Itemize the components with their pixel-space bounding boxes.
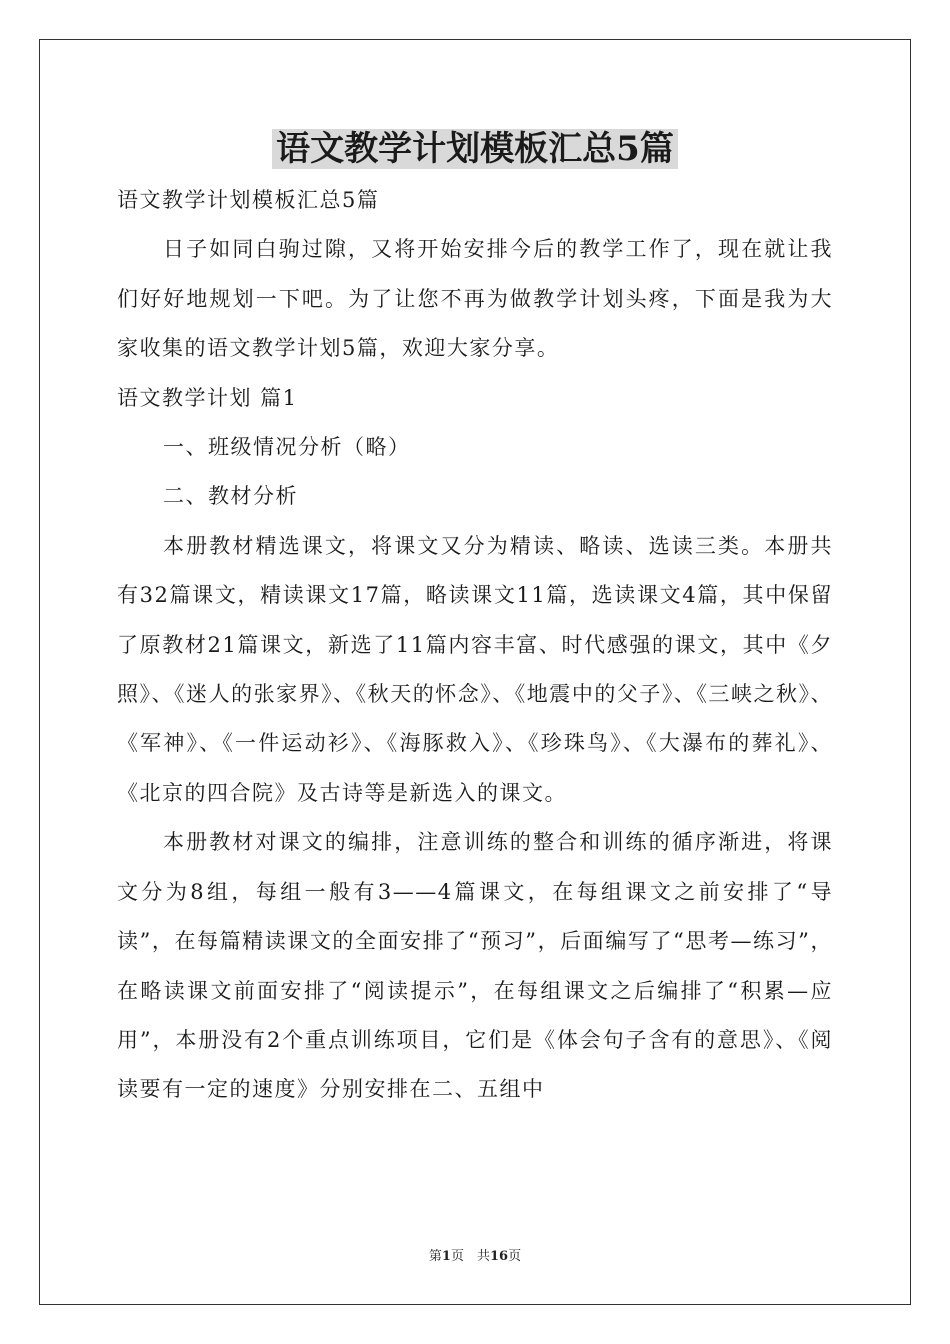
document-body <box>117 176 833 1115</box>
page-footer <box>0 1245 950 1264</box>
page-total-number: 16 <box>489 1249 509 1264</box>
paragraph-textbook-arrangement: 本册教材对课文的编排，注意训练的整合和训练的循序渐进，将课文分为8组，每组一般有3——4篇课文，在每组课文之前安排了“导读”，在每篇精读课文的全面安排了“预习”，后面编写了“思考—练习”，在略读课文前面安排了“阅读提示”，在每组课文之后编排了“积累—应用”，本册没有2个重点训练项目，它们是《体会句子含有的意思》、《阅读要有一定的速度》分别安排在二、五组中 <box>117 830 833 1102</box>
section-title: 语文教学计划 篇1 <box>117 385 298 410</box>
page-suffix: 页 <box>508 1249 522 1264</box>
page-current-number: 1 <box>441 1249 451 1264</box>
paragraph-textbook-selection: 本册教材精选课文，将课文又分为精读、略读、选读三类。本册共有32篇课文，精读课文17篇，略读课文11篇，选读课文4篇，其中保留了原教材21篇课文，新选了11篇内容丰富、时代感强的课文，其中《夕照》、《迷人的张家界》、《秋天的怀念》、《地震中的父子》、《三峡之秋》、《军神》、《一件运动衫》、《海豚救入》、《珍珠鸟》、《大瀑布的葬礼》、《北京的四合院》及古诗等是新选入的课文。 <box>117 533 833 805</box>
document-title <box>0 124 950 174</box>
page-prefix: 第 <box>428 1249 442 1264</box>
page-mid: 页 共 <box>450 1249 490 1264</box>
intro-paragraph: 日子如同白驹过隙，又将开始安排今后的教学工作了，现在就让我们好好地规划一下吧。为了让您不再为做教学计划头疼，下面是我为大家收集的语文教学计划5篇，欢迎大家分享。 <box>117 237 833 361</box>
document-subtitle: 语文教学计划模板汇总5篇 <box>117 188 380 212</box>
document-title-text: 语文教学计划模板汇总5篇 <box>272 129 678 169</box>
heading-class-analysis: 一、班级情况分析（略） <box>163 435 411 460</box>
heading-textbook-analysis: 二、教材分析 <box>163 484 298 509</box>
